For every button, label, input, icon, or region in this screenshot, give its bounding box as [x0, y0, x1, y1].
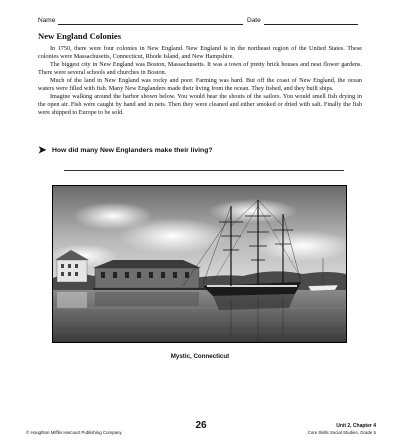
arrow-icon: ➤ — [38, 145, 47, 156]
harbor-photo — [52, 185, 347, 343]
date-line — [264, 24, 358, 25]
page-title: New England Colonies — [38, 31, 122, 41]
answer-line[interactable] — [64, 170, 344, 171]
name-label: Name — [38, 17, 56, 24]
page-number: 26 — [195, 420, 207, 431]
reading-passage — [38, 45, 362, 117]
photo-caption: Mystic, Connecticut — [170, 353, 230, 360]
paragraph: Much of the land in New England was rocky and poor. Farming was hard. But off the coast of New England, the ocean waters were filled with fish. Many New Englanders made their living from the ocean. They fished, and they built ships. — [38, 77, 362, 93]
paragraph: In 1750, there were four colonies in New England. New England is in the northeast region of the United States. These colonies were Massachusetts, Connecticut, Rhode Island, and New Hampshire. — [38, 45, 362, 61]
page-footer — [26, 420, 376, 438]
paragraph: The biggest city in New England was Boston, Massachusetts. It was a town of pretty brick houses and neat flower gardens. There were several schools and churches in Boston. — [38, 61, 362, 77]
harbor-photo-illustration — [53, 186, 346, 342]
paragraph: Imagine walking around the harbor shown below. You would hear the shouts of the sailors. You would smell fish drying in the open air. Fish were caught by hand and in nets. Then they were cleaned and either smoked or dried with salt. Finally the fish were shipped to Europe to be sold. — [38, 93, 362, 117]
name-line — [58, 24, 243, 25]
question-text: How did many New Englanders make their living? — [52, 147, 213, 154]
copyright-text: © Houghton Mifflin Harcourt Publishing Company — [26, 430, 122, 435]
course-label: Core Skills Social Studies, Grade 5 — [307, 430, 376, 435]
question — [38, 147, 362, 159]
unit-label: Unit 2, Chapter 4 — [336, 423, 376, 429]
date-label: Date — [247, 17, 261, 24]
name-date-header — [38, 15, 358, 27]
